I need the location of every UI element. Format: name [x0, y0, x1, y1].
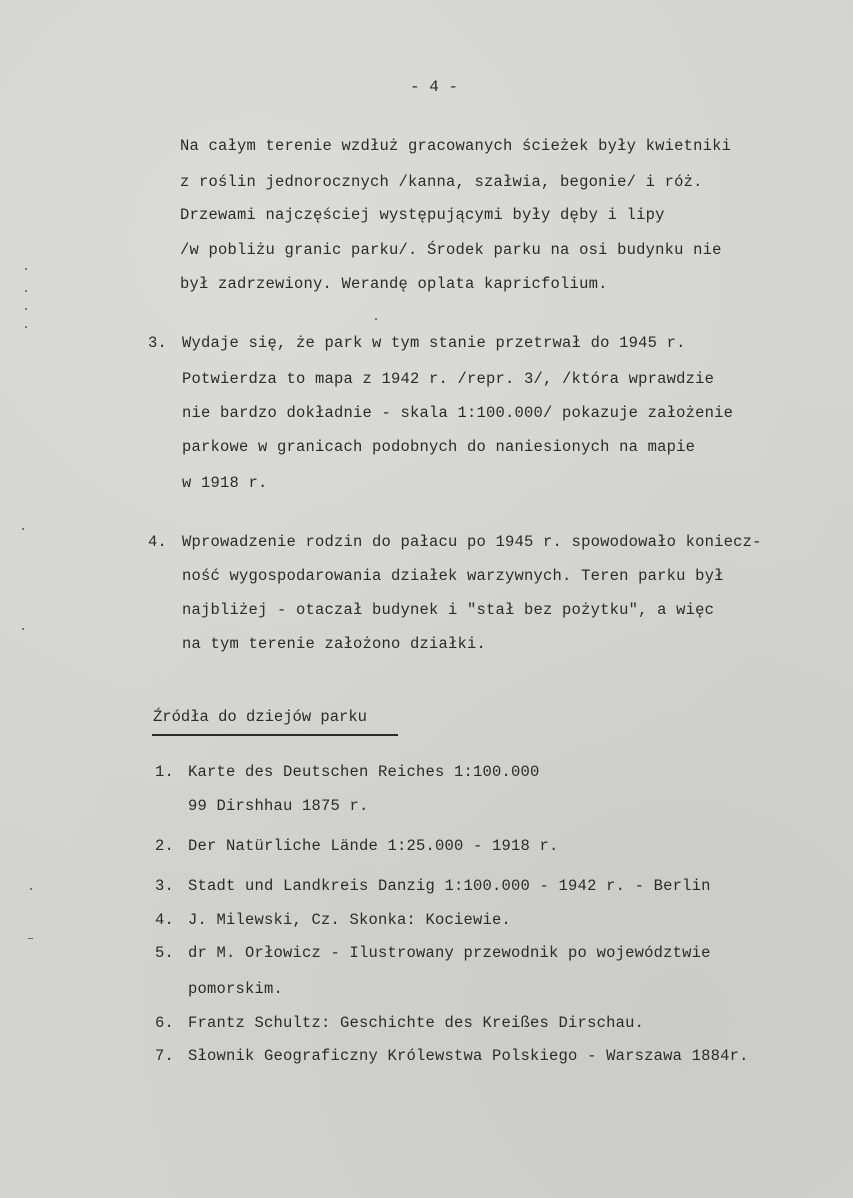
source-2-number: 2. [155, 837, 175, 855]
point-4-line-2: ność wygospodarowania działek warzywnych. Teren parku był [182, 567, 724, 585]
scan-speck [25, 326, 27, 328]
scan-speck [28, 938, 33, 939]
source-2-line-1: Der Natürliche Lände 1:25.000 - 1918 r. [188, 837, 559, 855]
page-number: - 4 - [410, 78, 459, 96]
intro-line-1: Na całym terenie wzdłuż gracowanych ścieżek były kwietniki [180, 137, 732, 155]
sources-heading: Źródła do dziejów parku [153, 708, 367, 726]
intro-line-5: był zadrzewiony. Werandę oplata kapricfolium. [180, 275, 608, 293]
source-4-line-1: J. Milewski, Cz. Skonka: Kociewie. [188, 911, 512, 929]
scan-speck [22, 628, 24, 630]
scan-speck [375, 318, 377, 320]
point-3-number: 3. [148, 334, 168, 352]
source-5-number: 5. [155, 944, 175, 962]
source-7-line-1: Słownik Geograficzny Królewstwa Polskiego - Warszawa 1884r. [188, 1047, 749, 1065]
source-5-line-1: dr M. Orłowicz - Ilustrowany przewodnik po województwie [188, 944, 711, 962]
point-4-line-4: na tym terenie założono działki. [182, 635, 487, 653]
intro-line-4: /w pobliżu granic parku/. Środek parku na osi budynku nie [180, 241, 722, 259]
source-5-line-2: pomorskim. [188, 980, 284, 998]
point-4-line-3: najbliżej - otaczał budynek i "stał bez pożytku", a więc [182, 601, 715, 619]
point-4-number: 4. [148, 533, 168, 551]
intro-line-3: Drzewami najczęściej występującymi były dęby i lipy [180, 206, 665, 224]
source-4-number: 4. [155, 911, 175, 929]
intro-line-2: z roślin jednorocznych /kanna, szałwia, begonie/ i róż. [180, 173, 703, 191]
scan-speck [30, 888, 32, 890]
point-3-line-1: Wydaje się, że park w tym stanie przetrwał do 1945 r. [182, 334, 686, 352]
point-4-line-1: Wprowadzenie rodzin do pałacu po 1945 r. spowodowało koniecz- [182, 533, 762, 551]
source-6-line-1: Frantz Schultz: Geschichte des Kreißes Dirschau. [188, 1014, 645, 1032]
source-3-number: 3. [155, 877, 175, 895]
source-6-number: 6. [155, 1014, 175, 1032]
scan-speck [25, 308, 27, 310]
scan-speck [22, 528, 24, 530]
point-3-line-4: parkowe w granicach podobnych do naniesionych na mapie [182, 438, 696, 456]
source-3-line-1: Stadt und Landkreis Danzig 1:100.000 - 1942 r. - Berlin [188, 877, 711, 895]
point-3-line-2: Potwierdza to mapa z 1942 r. /repr. 3/, /która wprawdzie [182, 370, 715, 388]
point-3-line-5: w 1918 r. [182, 474, 268, 492]
source-7-number: 7. [155, 1047, 175, 1065]
source-1-line-2: 99 Dirshhau 1875 r. [188, 797, 369, 815]
source-1-number: 1. [155, 763, 175, 781]
scan-speck [25, 268, 27, 270]
sources-heading-underline [152, 734, 398, 736]
point-3-line-3: nie bardzo dokładnie - skala 1:100.000/ pokazuje założenie [182, 404, 734, 422]
scan-speck [25, 290, 27, 292]
source-1-line-1: Karte des Deutschen Reiches 1:100.000 [188, 763, 540, 781]
